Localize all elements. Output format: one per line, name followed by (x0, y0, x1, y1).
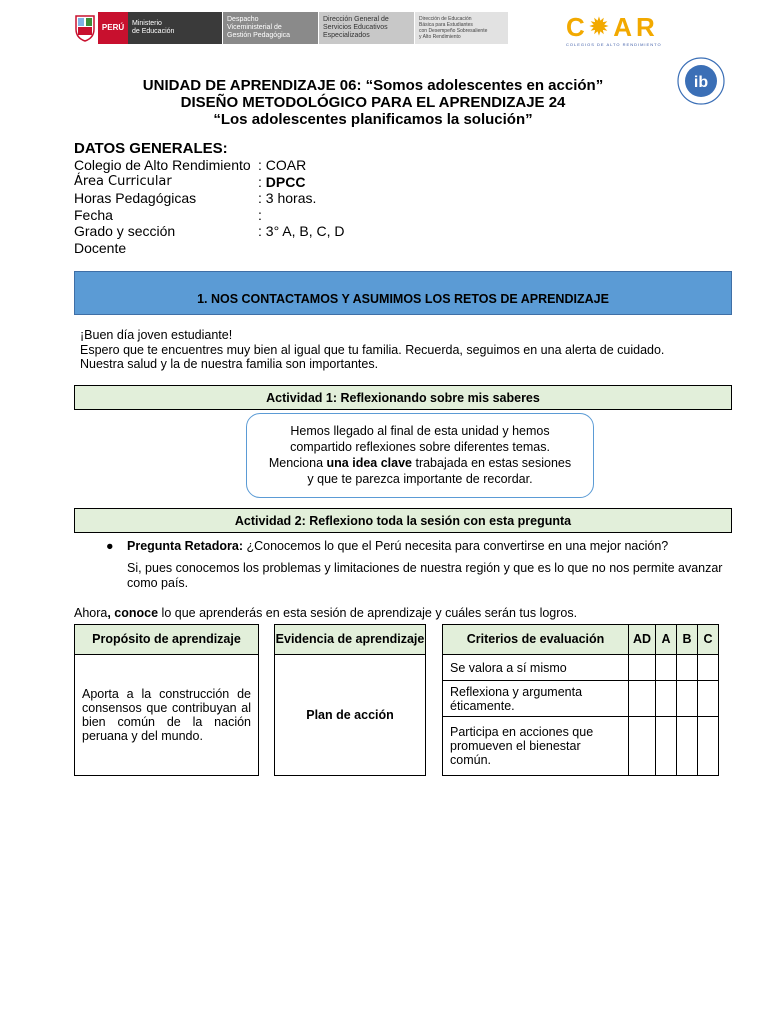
evidencia-text: Plan de acción (275, 655, 426, 776)
grade-cell[interactable] (677, 655, 698, 681)
datos-row: Docente (74, 239, 127, 256)
pregunta-retadora: ● Pregunta Retadora: ¿Conocemos lo que el Perú necesita para convertirse en una mejor nación? Si, pues conocemos los problemas y limitaciones de nuestra región y que es lo que no nos permite avanzar como país. (106, 539, 723, 590)
datos-row: Colegio de Alto Rendimiento : COAR (74, 157, 307, 173)
grade-cell[interactable] (656, 717, 677, 776)
grade-cell[interactable] (656, 655, 677, 681)
session-title: “Los adolescentes planificamos la solución” (213, 111, 533, 128)
ministerio-label: Ministerio de Educación (128, 12, 222, 44)
bullet-icon: ● (106, 539, 114, 553)
grade-header: B (677, 625, 698, 655)
direccion-basica-label: Dirección de Educación Básica para Estudiantes con Desempeño Sobresaliente y Alto Rendimiento (414, 12, 508, 44)
government-logo-bar (72, 12, 508, 44)
section-heading: 1. NOS CONTACTAMOS Y ASUMIMOS LOS RETOS DE APRENDIZAJE (74, 271, 732, 315)
peru-label: PERÚ (98, 12, 128, 44)
document-title (100, 77, 646, 128)
intro-logros: Ahora, conoce lo que aprenderás en esta sesión de aprendizaje y cuáles serán tus logros. (74, 606, 578, 620)
coar-logo: C ✹ AR COLEGIOS DE ALTO RENDIMIENTO (566, 11, 662, 47)
star-icon: ✹ (589, 14, 613, 39)
datos-row: Grado y sección : 3° A, B, C, D (74, 223, 345, 239)
ib-world-school-logo (672, 56, 730, 106)
greeting-text: ¡Buen día joven estudiante! Espero que te encuentres muy bien al igual que tu familia. Recuerda, seguimos en una alerta de cuidado. Nuestra salud y la de nuestra familia son importantes. (80, 328, 665, 371)
evidencia-header: Evidencia de aprendizaje (275, 625, 426, 655)
unit-title: UNIDAD DE APRENDIZAJE 06: “Somos adolescentes en acción” (142, 77, 604, 94)
datos-generales (74, 141, 345, 256)
proposito-text: Aporta a la construcción de consensos que contribuyan al bien común de la nación peruana y del mundo. (75, 655, 259, 776)
peru-shield-icon (72, 12, 98, 44)
criterios-table (442, 624, 719, 776)
criterios-header: Criterios de evaluación (443, 625, 629, 655)
grade-cell[interactable] (677, 717, 698, 776)
evidencia-table (274, 624, 426, 776)
grade-cell[interactable] (629, 655, 656, 681)
grade-cell[interactable] (677, 681, 698, 717)
datos-row: Fecha : (74, 206, 262, 223)
svg-text:ib: ib (693, 74, 709, 91)
activity-1-heading: Actividad 1: Reflexionando sobre mis saberes (74, 385, 732, 410)
reflection-callout: Hemos llegado al final de esta unidad y hemos compartido reflexiones sobre diferentes temas. Menciona una idea clave trabajada en estas sesiones y que te parezca importante de recordar. (246, 413, 594, 498)
grade-cell[interactable] (698, 655, 719, 681)
grade-cell[interactable] (656, 681, 677, 717)
datos-title: DATOS GENERALES: (74, 140, 228, 157)
grade-cell[interactable] (629, 681, 656, 717)
grade-header: A (656, 625, 677, 655)
criterio-cell: Participa en acciones que promueven el bienestar común. (443, 717, 629, 776)
criterio-cell: Reflexiona y argumenta éticamente. (443, 681, 629, 717)
grade-cell[interactable] (629, 717, 656, 776)
proposito-header: Propósito de aprendizaje (75, 625, 259, 655)
grade-cell[interactable] (698, 681, 719, 717)
proposito-table (74, 624, 259, 776)
grade-header: AD (629, 625, 656, 655)
despacho-label: Despacho Viceministerial de Gestión Pedagógica (222, 12, 318, 44)
activity-2-heading: Actividad 2: Reflexiono toda la sesión con esta pregunta (74, 508, 732, 533)
datos-row: Horas Pedagógicas : 3 horas. (74, 190, 317, 206)
criterio-cell: Se valora a sí mismo (443, 655, 629, 681)
direccion-general-label: Dirección General de Servicios Educativos Especializados (318, 12, 414, 44)
design-title: DISEÑO METODOLÓGICO PARA EL APRENDIZAJE 24 (180, 94, 566, 111)
datos-row: Área Curricular : DPCC (74, 173, 306, 190)
grade-header: C (698, 625, 719, 655)
grade-cell[interactable] (698, 717, 719, 776)
